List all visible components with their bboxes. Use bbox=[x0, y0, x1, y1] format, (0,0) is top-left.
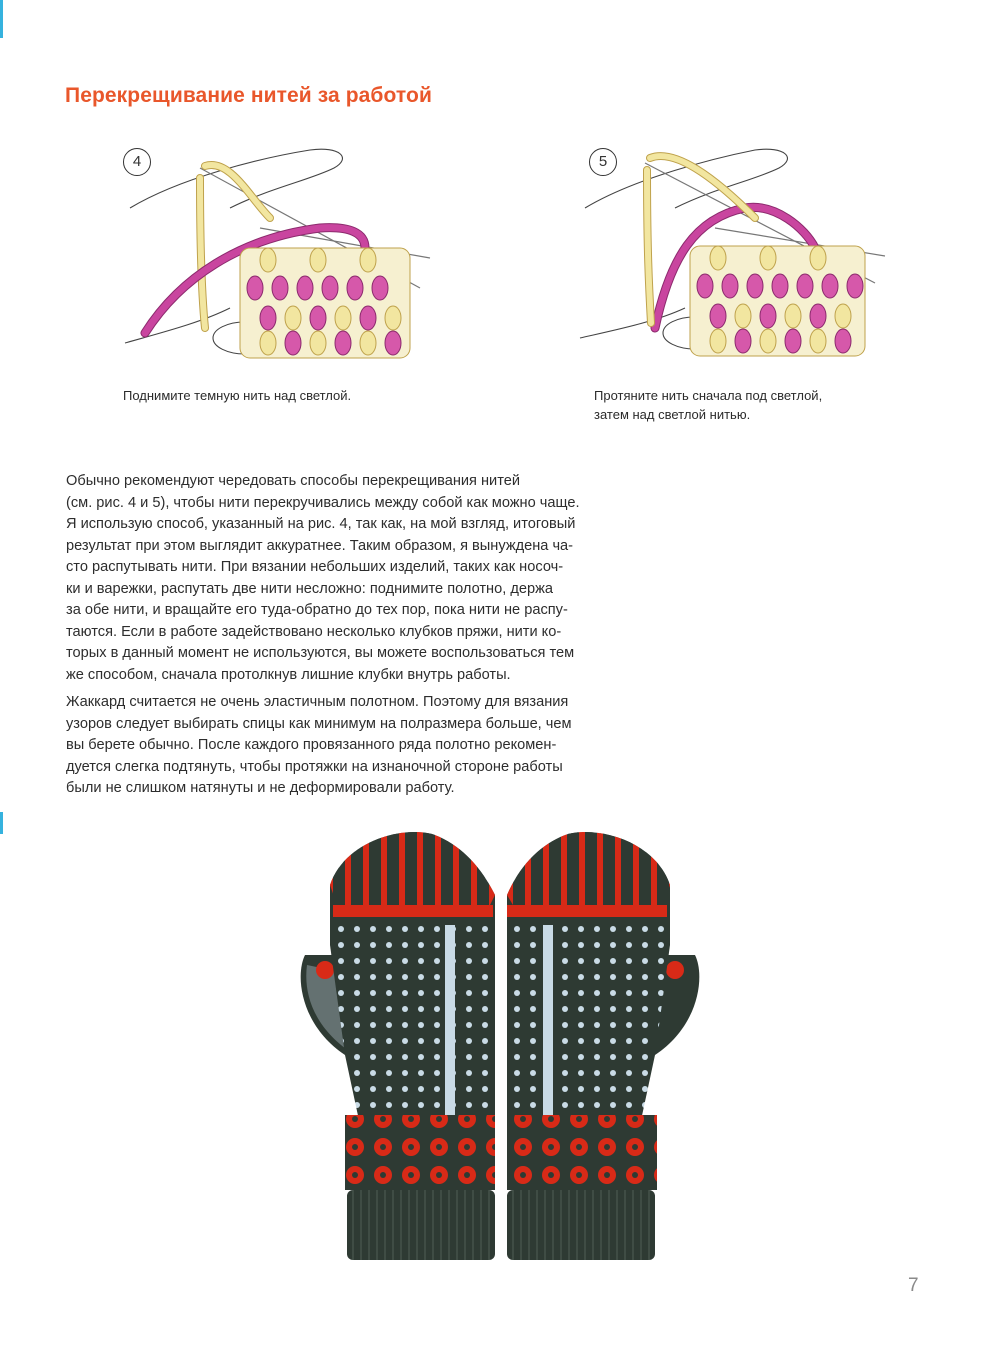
figure-5-caption-line-1: Протяните нить сначала под светлой, bbox=[594, 388, 823, 403]
paragraph-line: Жаккард считается не очень эластичным полотном. Поэтому для вязания bbox=[66, 694, 569, 710]
figure-4-number: 4 bbox=[123, 148, 151, 176]
paragraph-line: результат при этом выглядит аккуратнее. Таким образом, я вынуждена ча- bbox=[66, 537, 574, 554]
paragraph-line: (см. рис. 4 и 5), чтобы нити перекручивались между собой как можно чаще. bbox=[66, 494, 580, 511]
paragraph-line: были не слишком натянуты и не деформировали работу. bbox=[66, 780, 455, 796]
paragraph-line: узоров следует выбирать спицы как минимум на полразмера больше, чем bbox=[66, 715, 572, 732]
paragraph-line: сто распутывать нити. При вязании небольших изделий, таких как носоч- bbox=[66, 559, 564, 575]
paragraph-line: Обычно рекомендуют чередовать способы перекрещивания нитей bbox=[66, 473, 521, 489]
knitting-illustration-4-icon bbox=[120, 138, 450, 378]
paragraph-line: же способом, сначала протолкнув лишние клубки внутрь работы. bbox=[66, 666, 511, 683]
figure-5-caption bbox=[594, 386, 822, 424]
mittens-photo bbox=[285, 825, 715, 1270]
figure-4-caption-line: Поднимите темную нить над светлой. bbox=[123, 388, 352, 403]
paragraph-line: вы берете обычно. После каждого провязанного ряда полотно рекомен- bbox=[66, 737, 557, 753]
figure-5 bbox=[575, 138, 905, 378]
page-edge-marker-mid bbox=[0, 812, 3, 834]
section-title: Перекрещивание нитей за работой bbox=[65, 84, 432, 107]
figure-4-caption bbox=[123, 386, 351, 405]
page-edge-marker-top bbox=[0, 0, 3, 38]
paragraph-2 bbox=[66, 692, 646, 800]
figure-5-number: 5 bbox=[589, 148, 617, 176]
paragraph-line: таются. Если в работе задействовано несколько клубков пряжи, нити ко- bbox=[66, 623, 562, 640]
figure-4 bbox=[120, 138, 450, 378]
figure-5-caption-line-2: затем над светлой нитью. bbox=[594, 407, 751, 422]
paragraph-1 bbox=[66, 471, 646, 686]
paragraph-line: торых в данный момент не используются, вы можете воспользоваться тем bbox=[66, 645, 575, 661]
body-text bbox=[66, 471, 646, 806]
knitting-illustration-5-icon bbox=[575, 138, 905, 378]
page-number: 7 bbox=[908, 1275, 919, 1296]
paragraph-line: за обе нити, и вращайте его туда-обратно до тех пор, пока нити не распу- bbox=[66, 602, 568, 618]
paragraph-line: ки и варежки, распутать две нити несложно: поднимите полотно, держа bbox=[66, 580, 553, 597]
mittens-photo-icon bbox=[285, 825, 715, 1265]
paragraph-line: дуется слегка подтянуть, чтобы протяжки на изнаночной стороне работы bbox=[66, 758, 563, 775]
paragraph-line: Я использую способ, указанный на рис. 4, так как, на мой взгляд, итоговый bbox=[66, 516, 576, 532]
